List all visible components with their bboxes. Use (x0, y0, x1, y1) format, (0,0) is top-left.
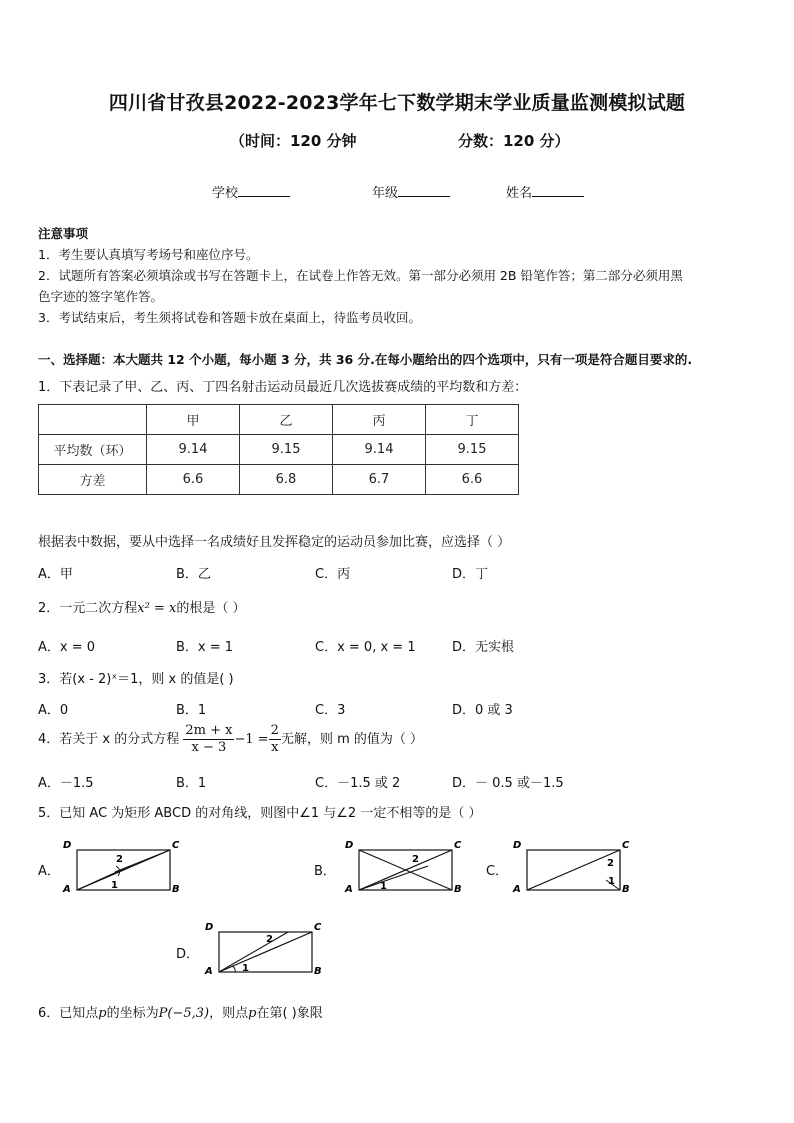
school-label: 学校 (212, 186, 239, 201)
line-a (359, 866, 428, 890)
q4-middle: −1 = (234, 732, 269, 747)
figure-c (510, 836, 635, 896)
q4-stem (38, 723, 423, 756)
table-row-label: 平均数（环） (39, 435, 147, 465)
school-blank (238, 184, 290, 197)
q3-option-b: B．1 (176, 703, 207, 718)
q4-option-b: B．1 (176, 776, 207, 791)
figure-b (340, 836, 470, 896)
name-blank (532, 184, 584, 197)
q1-option-d: D．丁 (452, 567, 489, 582)
figure-a (60, 836, 185, 896)
vertex-label-a: A (63, 884, 71, 895)
q3-option-d: D．0 或 3 (452, 703, 513, 718)
time-label: （时间：120 分钟 (230, 132, 357, 150)
q5-stem: 5．已知 AC 为矩形 ABCD 的对角线，则图中∠1 与∠2 一定不相等的是（ ） (38, 806, 482, 821)
vertex-label-d: D (345, 840, 354, 851)
angle-arc (232, 966, 235, 972)
angle-label-1: 1 (380, 881, 387, 892)
table-cell: 9.15 (240, 435, 333, 465)
table-cell: 9.14 (333, 435, 426, 465)
note-item: 3．考试结束后，考生须将试卷和答题卡放在桌面上，待监考员收回。 (38, 310, 421, 325)
table-header: 乙 (240, 405, 333, 435)
angle-label-1: 1 (242, 963, 249, 974)
vertex-label-d: D (205, 922, 214, 933)
vertex-label-a: A (205, 966, 213, 977)
q4-fraction-2 (269, 723, 281, 756)
table-cell (39, 405, 147, 435)
table-cell: 9.15 (426, 435, 519, 465)
score-table (38, 404, 519, 495)
table-cell: 6.7 (333, 465, 426, 495)
q2-option-c: C．x = 0, x = 1 (315, 640, 416, 655)
q6-stem-mid: 的坐标为 (106, 1006, 159, 1021)
grade-field (372, 182, 450, 201)
q2-option-a: A．x = 0 (38, 640, 96, 655)
q5-option-c: C． (486, 864, 509, 879)
note-item: 色字迹的签字笔作答。 (38, 289, 164, 304)
q5-option-b: B． (314, 864, 336, 879)
note-item: 1．考生要认真填写考场号和座位序号。 (38, 247, 259, 262)
vertex-label-c: C (314, 922, 322, 933)
q5-option-d: D． (176, 947, 200, 962)
vertex-label-a: A (513, 884, 521, 895)
angle-label-2: 2 (116, 854, 123, 865)
table-row (39, 435, 519, 465)
angle-label-2: 2 (607, 858, 614, 869)
q2-stem-pre: 2．一元二次方程 (38, 601, 138, 616)
table-row (39, 465, 519, 495)
q3-option-a: A．0 (38, 703, 69, 718)
diagonal-ac (527, 850, 620, 890)
q1-option-a: A．甲 (38, 567, 73, 582)
vertex-label-b: B (314, 966, 322, 977)
q1-option-c: C．丙 (315, 567, 351, 582)
q6-stem-post: 在第( )象限 (256, 1006, 323, 1021)
vertex-label-d: D (513, 840, 522, 851)
q2-stem-post: 的根是（ ） (176, 601, 246, 616)
q4-option-a: A．－1.5 (38, 776, 94, 791)
grade-blank (398, 184, 450, 197)
angle-label-1: 1 (608, 876, 615, 887)
q6-coordinate: P(−5,3) (158, 1006, 210, 1021)
q4-option-c: C．－1.5 或 2 (315, 776, 401, 791)
q4-stem-post: 无解，则 m 的值为（ ） (280, 732, 424, 747)
q6-point-p: p (98, 1006, 107, 1021)
angle-label-1: 1 (111, 880, 118, 891)
table-row-label: 方差 (39, 465, 147, 495)
q1-question: 根据表中数据，要从中选择一名成绩好且发挥稳定的运动员参加比赛，应选择（ ） (38, 535, 511, 550)
table-header-row (39, 405, 519, 435)
section-heading: 一、选择题：本大题共 12 个小题，每小题 3 分，共 36 分.在每小题给出的四个选项中，只有一项是符合题目要求的. (38, 352, 693, 367)
vertex-label-d: D (63, 840, 72, 851)
table-header: 丙 (333, 405, 426, 435)
table-header: 甲 (147, 405, 240, 435)
table-cell: 6.6 (426, 465, 519, 495)
notes-heading: 注意事项 (38, 226, 89, 241)
fraction-numerator: 2m + x (185, 723, 233, 738)
vertex-label-b: B (454, 884, 462, 895)
figure-d (202, 918, 327, 978)
q3-stem: 3．若(x - 2)ˣ＝1，则 x 的值是( ) (38, 672, 234, 687)
q2-option-d: D．无实根 (452, 640, 515, 655)
table-cell: 6.6 (147, 465, 240, 495)
q6-stem-pre: 6．已知点 (38, 1006, 99, 1021)
name-label: 姓名 (506, 186, 533, 201)
q1-option-b: B．乙 (176, 567, 211, 582)
angle-label-2: 2 (412, 854, 419, 865)
vertex-label-c: C (622, 840, 630, 851)
vertex-label-b: B (622, 884, 630, 895)
page-title: 四川省甘孜县2022-2023学年七下数学期末学业质量监测模拟试题 (108, 92, 686, 114)
q4-option-d: D．－ 0.5 或－1.5 (452, 776, 564, 791)
q3-option-c: C．3 (315, 703, 346, 718)
name-field (506, 182, 584, 201)
q4-fraction-1 (183, 723, 234, 756)
vertex-label-b: B (172, 884, 180, 895)
table-cell: 6.8 (240, 465, 333, 495)
fraction-denominator: x − 3 (191, 740, 227, 755)
line-c (115, 850, 170, 872)
fraction-numerator: 2 (270, 723, 279, 738)
score-label: 分数：120 分） (458, 132, 570, 150)
vertex-label-c: C (454, 840, 462, 851)
vertex-label-a: A (345, 884, 353, 895)
q2-stem (38, 597, 245, 616)
table-header: 丁 (426, 405, 519, 435)
q5-option-a: A． (38, 864, 60, 879)
note-item: 2．试题所有答案必须填涂或书写在答题卡上，在试卷上作答无效。第一部分必须用 2B 铅笔作答；第二部分必须用黑 (38, 268, 683, 283)
q6-point-p: p (248, 1006, 257, 1021)
grade-label: 年级 (372, 186, 399, 201)
school-field (212, 182, 290, 201)
q2-option-b: B．x = 1 (176, 640, 234, 655)
q1-stem: 1．下表记录了甲、乙、丙、丁四名射击运动员最近几次选拔赛成绩的平均数和方差： (38, 380, 528, 395)
q2-equation: x² = x (137, 601, 177, 616)
fraction-denominator: x (271, 740, 279, 755)
vertex-label-c: C (172, 840, 180, 851)
line-a (219, 932, 288, 972)
q6-stem-mid2: ，则点 (209, 1006, 249, 1021)
q4-stem-pre: 4．若关于 x 的分式方程 (38, 732, 180, 747)
table-cell: 9.14 (147, 435, 240, 465)
angle-label-2: 2 (266, 934, 273, 945)
q6-stem (38, 1002, 323, 1021)
